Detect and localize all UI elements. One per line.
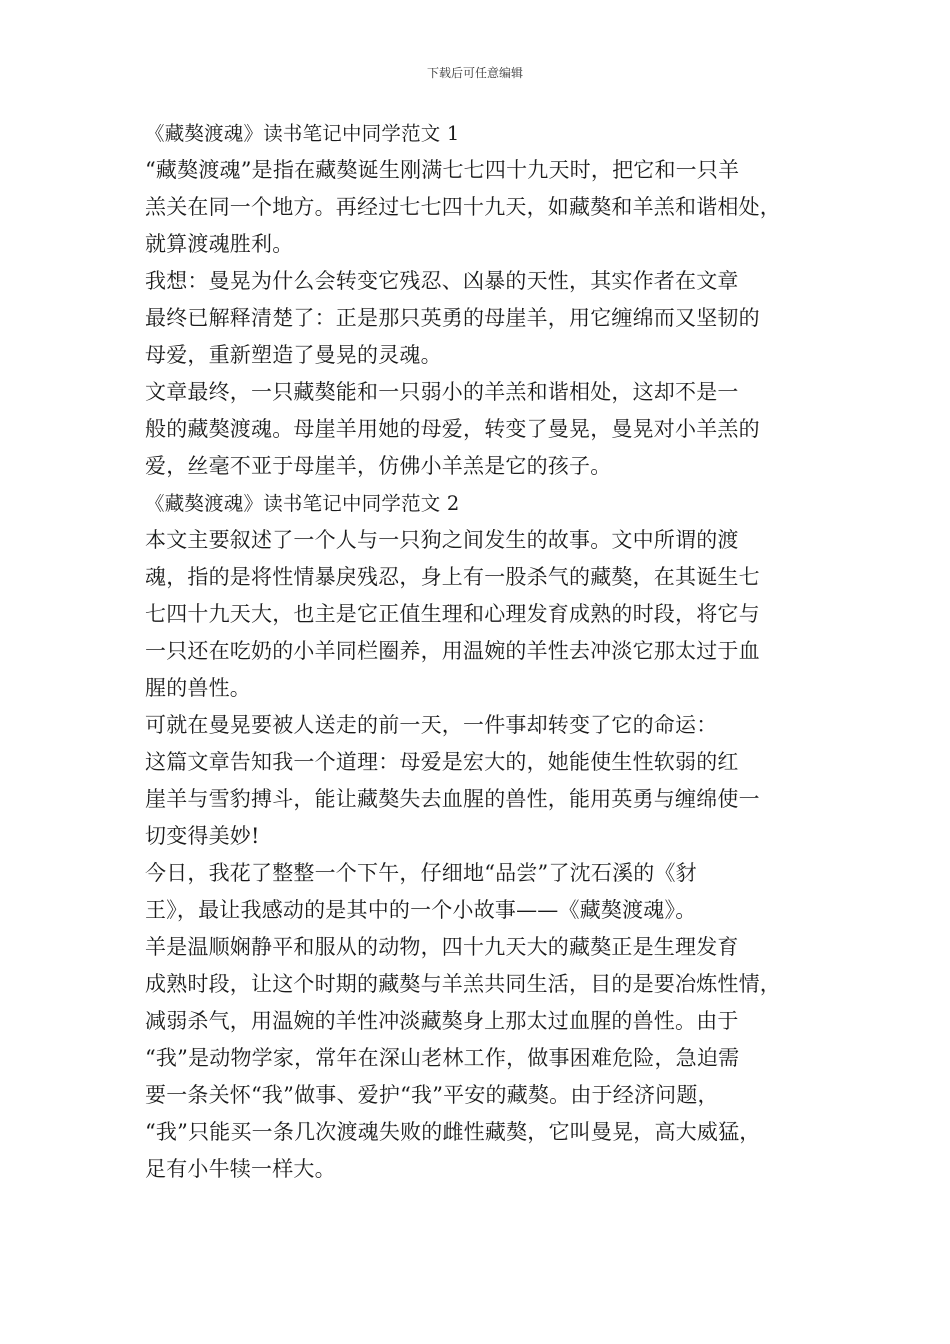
text-line: 可就在曼晃要被人送走的前一天，一件事却转变了它的命运：: [145, 713, 718, 737]
text-line: “我”只能买一条几次渡魂失败的雌性藏獒，它叫曼晃，高大威猛，: [145, 1120, 761, 1144]
text-line: 成熟时段，让这个时期的藏獒与羊羔共同生活，目的是要冶炼性情，: [145, 972, 781, 996]
text-line: 王》，最让我感动的是其中的一个小故事——《藏獒渡魂》。: [145, 898, 697, 922]
text-line: 足有小牛犊一样大。: [145, 1157, 336, 1181]
text-line: 切变得美妙!: [145, 824, 260, 848]
text-line: 七四十九天大，也主是它正值生理和心理发育成熟的时段，将它与: [145, 602, 760, 626]
section-heading-2: 《藏獒渡魂》读书笔记中同学范文 2: [145, 492, 460, 515]
text-line: 般的藏獒渡魂。母崖羊用她的母爱，转变了曼晃，曼晃对小羊羔的: [145, 417, 760, 441]
text-line: 减弱杀气，用温婉的羊性冲淡藏獒身上那太过血腥的兽性。由于: [145, 1009, 739, 1033]
text-line: 爱，丝毫不亚于母崖羊，仿佛小羊羔是它的孩子。: [145, 454, 612, 478]
text-line: 本文主要叙述了一个人与一只狗之间发生的故事。文中所谓的渡: [145, 528, 739, 552]
text-line: 魂，指的是将性情暴戾残忍，身上有一股杀气的藏獒，在其诞生七: [145, 565, 760, 589]
text-line: 就算渡魂胜利。: [145, 232, 294, 256]
text-line: 羔关在同一个地方。再经过七七四十九天，如藏獒和羊羔和谐相处，: [145, 195, 781, 219]
text-line: 最终已解释清楚了：正是那只英勇的母崖羊，用它缠绵而又坚韧的: [145, 306, 760, 330]
text-line: 腥的兽性。: [145, 676, 251, 700]
section-heading-1: 《藏獒渡魂》读书笔记中同学范文 1: [145, 122, 460, 145]
text-line: 崖羊与雪豹搏斗，能让藏獒失去血腥的兽性，能用英勇与缠绵使一: [145, 787, 760, 811]
text-line: 文章最终，一只藏獒能和一只弱小的羊羔和谐相处，这却不是一: [145, 380, 739, 404]
text-line: 一只还在吃奶的小羊同栏圈养，用温婉的羊性去冲淡它那太过于血: [145, 639, 760, 663]
text-line: 羊是温顺娴静平和服从的动物，四十九天大的藏獒正是生理发育: [145, 935, 739, 959]
document-body: [145, 115, 810, 1188]
text-line: “藏獒渡魂”是指在藏獒诞生刚满七七四十九天时，把它和一只羊: [145, 158, 740, 182]
text-line: 母爱，重新塑造了曼晃的灵魂。: [145, 343, 442, 367]
text-line: 要一条关怀“我”做事、爱护“我”平安的藏獒。由于经济问题，: [145, 1083, 719, 1107]
text-line: 这篇文章告知我一个道理：母爱是宏大的，她能使生性软弱的红: [145, 750, 739, 774]
text-line: “我”是动物学家，常年在深山老林工作，做事困难危险，急迫需: [145, 1046, 740, 1070]
text-line: 我想：曼晃为什么会转变它残忍、凶暴的天性，其实作者在文章: [145, 269, 739, 293]
text-line: 今日，我花了整整一个下午，仔细地“品尝”了沈石溪的《豺: [145, 861, 697, 885]
header-note: 下载后可任意编辑: [426, 66, 523, 80]
